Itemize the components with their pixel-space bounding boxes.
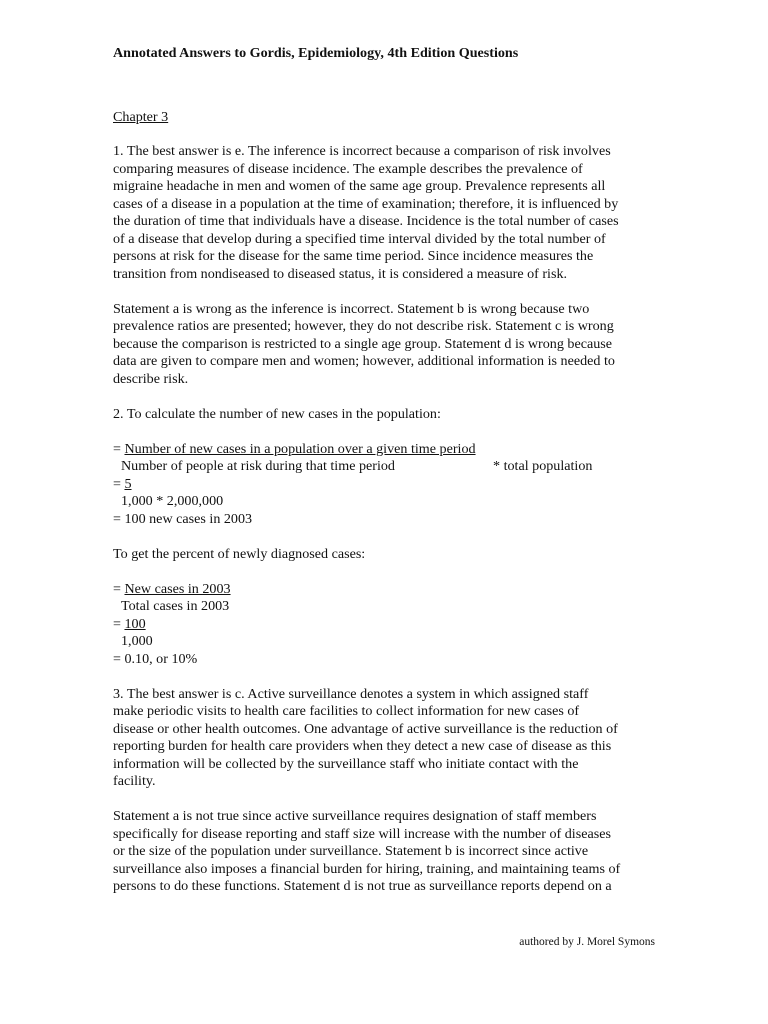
calc-line — [113, 458, 658, 476]
document-title: Annotated Answers to Gordis, Epidemiology, 4th Edition Questions — [113, 45, 519, 61]
fraction-numerator: New cases in 2003 — [124, 580, 231, 597]
text-line: comparing measures of disease incidence. The example describes the prevalence of — [113, 160, 583, 177]
calc-line — [113, 633, 658, 651]
calc-line — [113, 493, 658, 511]
text-line: migraine headache in men and women of the same age group. Prevalence represents all — [113, 178, 606, 194]
fraction-denominator: Number of people at risk during that time period — [121, 458, 395, 474]
equals-sign: = — [113, 440, 125, 457]
q1-statements-paragraph — [113, 301, 658, 389]
q2-percent-intro — [113, 546, 658, 564]
q2-intro — [113, 406, 658, 424]
fraction-denominator: 1,000 * 2,000,000 — [121, 493, 224, 509]
text-line: cases of a disease in a population at the time of examination; therefore, it is influenced by — [113, 195, 619, 212]
text-line: data are given to compare men and women; however, additional information is needed to — [113, 353, 615, 369]
calc-line — [113, 616, 658, 634]
text-line: disease or other health outcomes. One advantage of active surveillance is the reduction of — [113, 720, 618, 737]
text-line: persons to do these functions. Statement d is not true as surveillance reports depend on a — [113, 878, 612, 894]
fraction-numerator: 5 — [124, 475, 132, 492]
text-line: To get the percent of newly diagnosed cases: — [113, 545, 366, 562]
fraction-numerator: 100 — [124, 615, 146, 632]
text-line: Statement a is wrong as the inference is incorrect. Statement b is wrong because two — [113, 300, 590, 317]
equals-sign: = — [113, 615, 125, 632]
text-line: make periodic visits to health care facilities to collect information for new cases of — [113, 703, 580, 719]
text-line: prevalence ratios are presented; however, they do not describe risk. Statement c is wrong — [113, 318, 614, 334]
q3-statements-paragraph — [113, 808, 658, 896]
text-line: 3. The best answer is c. Active surveillance denotes a system in which assigned staff — [113, 685, 589, 702]
fraction-numerator: Number of new cases in a population over a given time period — [124, 440, 476, 457]
text-line: of a disease that develop during a specified time interval divided by the total number of — [113, 230, 606, 247]
calc-result: = 100 new cases in 2003 — [113, 510, 253, 527]
text-line: specifically for disease reporting and staff size will increase with the number of diseases — [113, 825, 611, 842]
text-line: or the size of the population under surveillance. Statement b is incorrect since active — [113, 843, 589, 859]
fraction-denominator: 1,000 — [121, 633, 153, 649]
text-line: surveillance also imposes a financial burden for hiring, training, and maintaining teams of — [113, 860, 621, 877]
equals-sign: = — [113, 580, 125, 597]
calc-line — [113, 476, 658, 494]
document-body — [113, 143, 658, 913]
page-footer: authored by J. Morel Symons — [519, 936, 655, 948]
text-line: the duration of time that individuals have a disease. Incidence is the total number of cases — [113, 213, 619, 229]
text-line: transition from nondiseased to diseased status, it is considered a measure of risk. — [113, 265, 568, 282]
calc-line — [113, 581, 658, 599]
equals-sign: = — [113, 475, 125, 492]
text-line: reporting burden for health care providers when they detect a new case of disease as this — [113, 738, 612, 754]
fraction-denominator: Total cases in 2003 — [121, 598, 230, 614]
chapter-heading: Chapter 3 — [113, 109, 169, 125]
text-line: information will be collected by the surveillance staff who initiate contact with the — [113, 755, 579, 772]
q2-percent-calculation — [113, 581, 658, 669]
text-line: because the comparison is restricted to a single age group. Statement d is wrong because — [113, 335, 612, 352]
q3-answer-paragraph — [113, 686, 658, 791]
calc-line — [113, 598, 658, 616]
calc-line — [113, 441, 658, 459]
q1-answer-paragraph — [113, 143, 658, 283]
text-line: facility. — [113, 773, 156, 789]
text-line: Statement a is not true since active surveillance requires designation of staff members — [113, 808, 597, 824]
text-line: 2. To calculate the number of new cases in the population: — [113, 405, 441, 422]
text-line: describe risk. — [113, 370, 189, 387]
text-line: persons at risk for the disease for the same time period. Since incidence measures the — [113, 248, 594, 264]
multiplier-text: * total population — [493, 458, 593, 474]
calc-result: = 0.10, or 10% — [113, 650, 198, 667]
text-line: 1. The best answer is e. The inference is incorrect because a comparison of risk involves — [113, 143, 611, 159]
q2-new-cases-calculation — [113, 441, 658, 529]
